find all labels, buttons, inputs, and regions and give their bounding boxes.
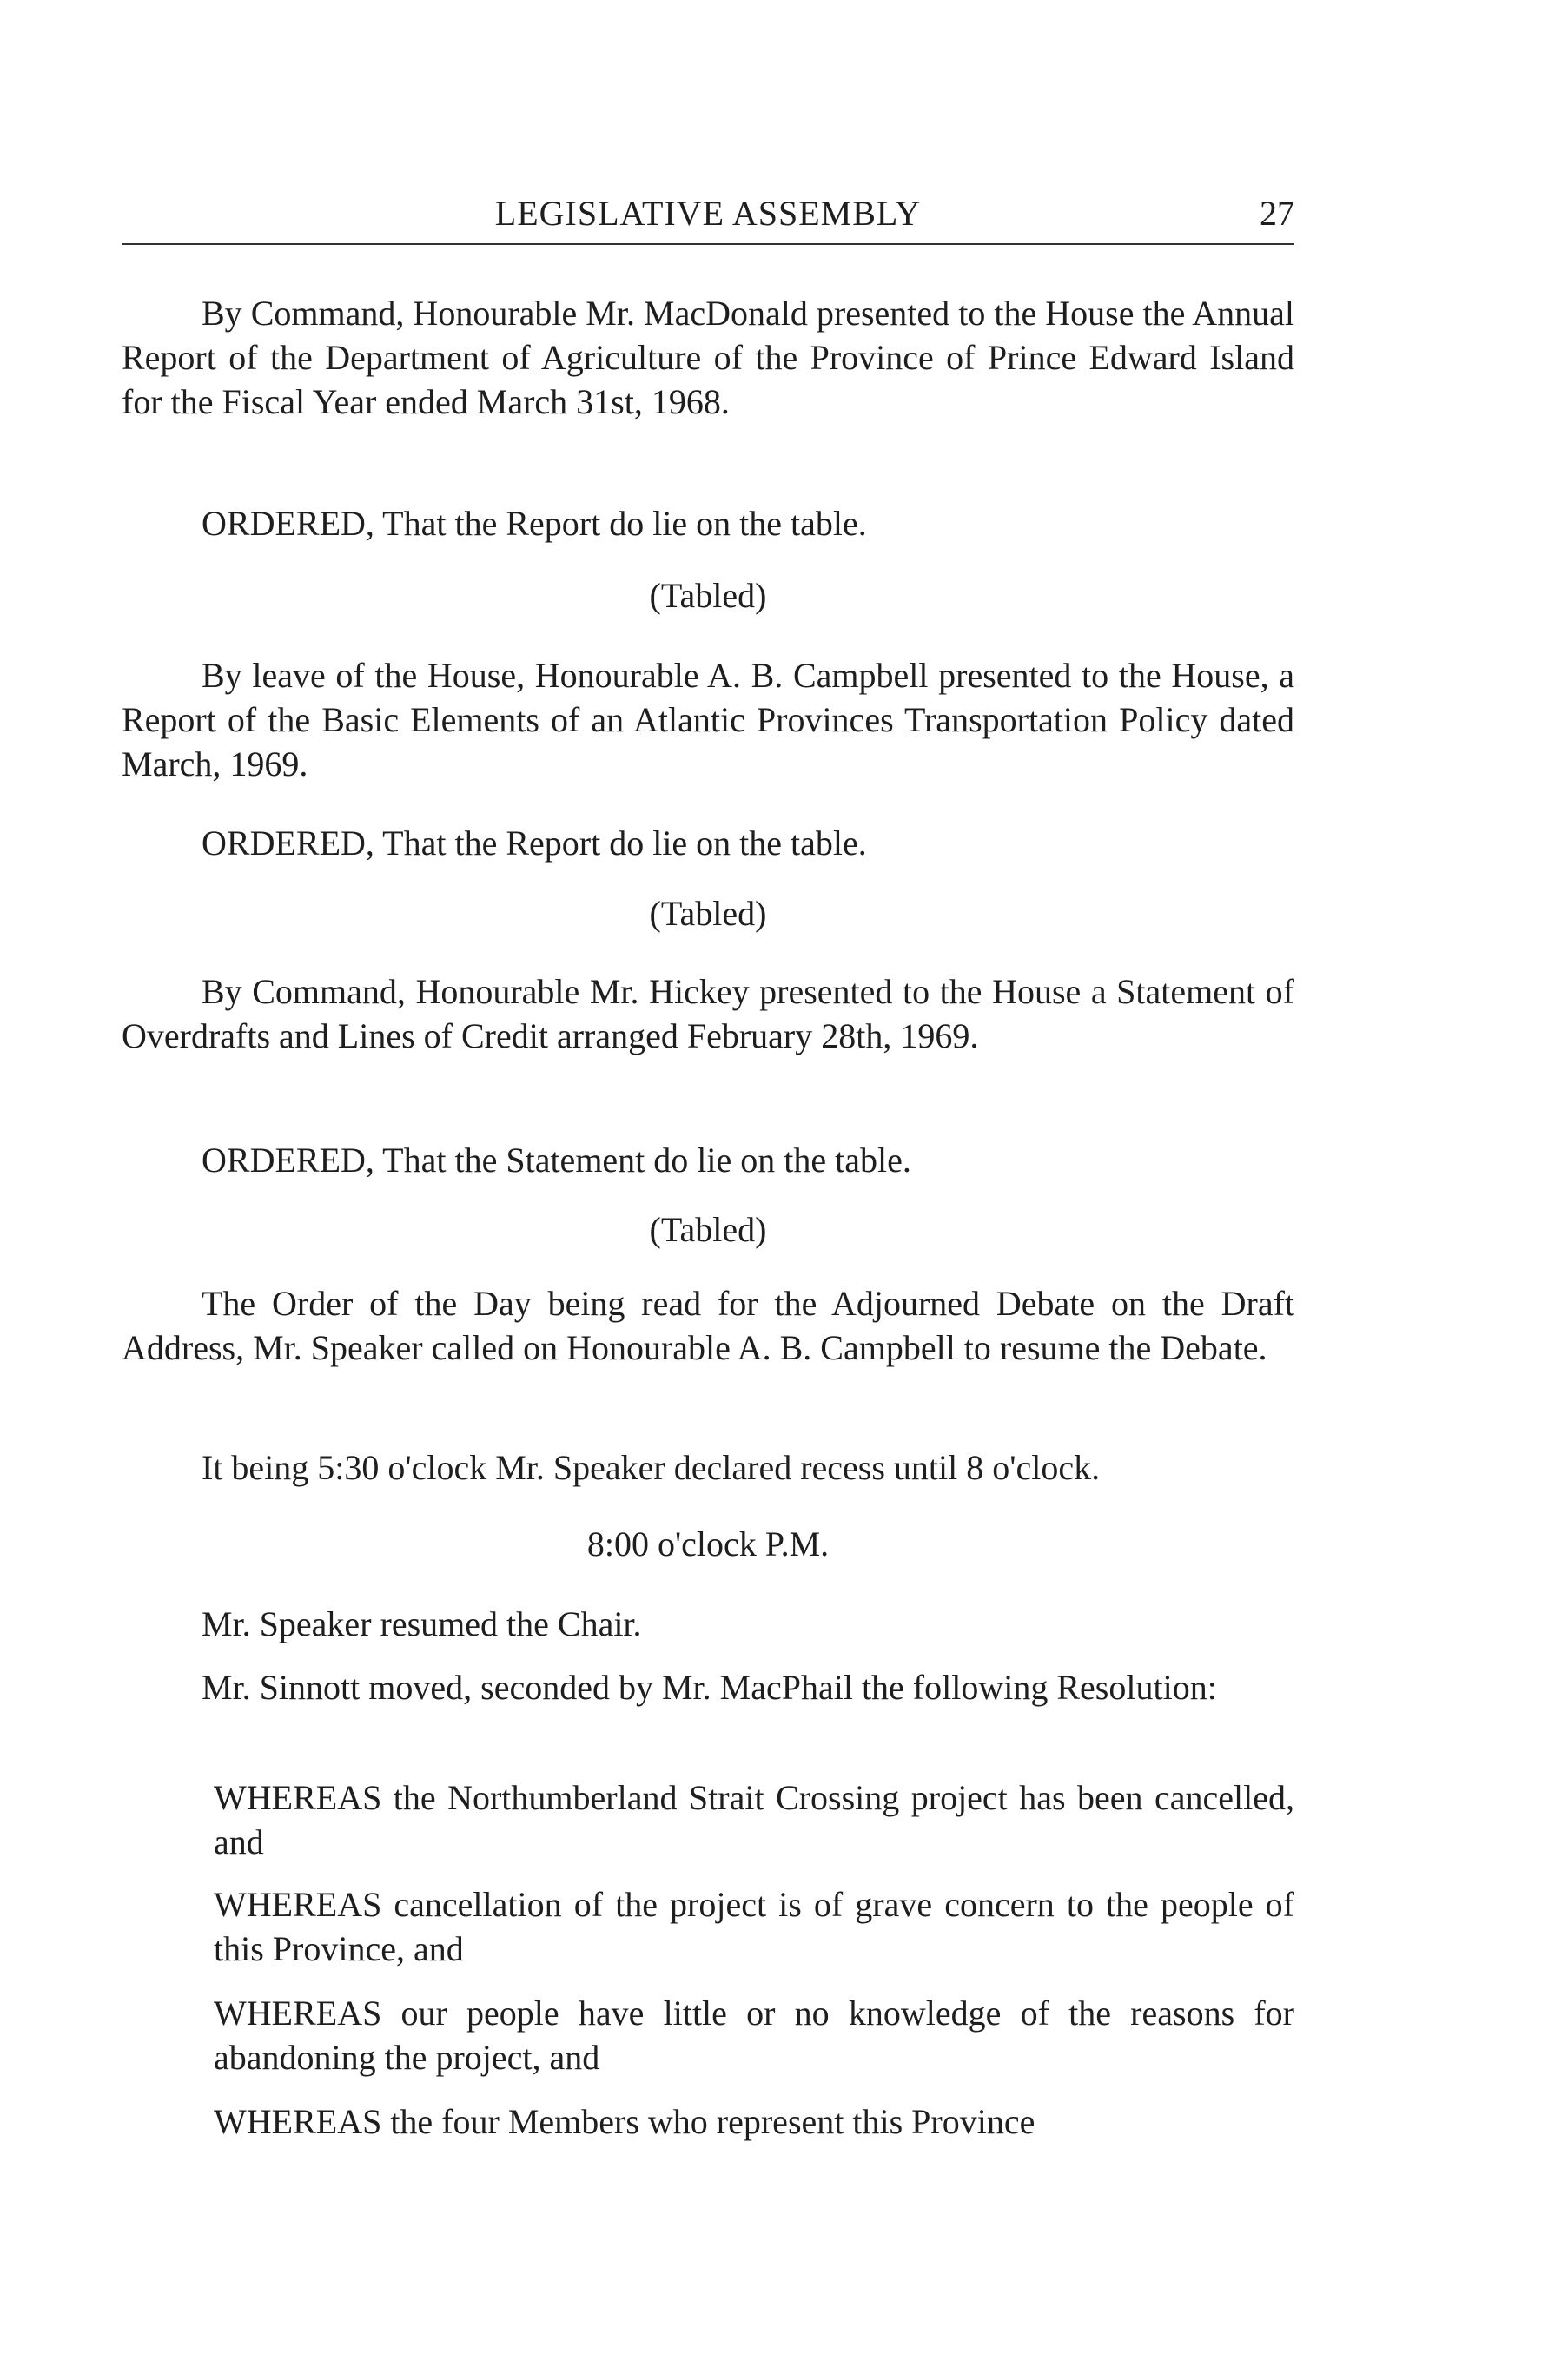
paragraph-order-of-day: The Order of the Day being read for the Adjourned Debate on the Draft Address, Mr. Speaker called on Honourable A. B. Campbell to resume the Debate. xyxy=(122,1284,1294,1367)
tabled-marker: (Tabled) xyxy=(649,576,767,615)
paragraph-agriculture-report: By Command, Honourable Mr. MacDonald presented to the House the Annual Report of the Department of Agriculture of the Province of Prince Edward Island for the Fiscal Year ended March 31st, 1968. xyxy=(122,294,1294,421)
page-header xyxy=(122,189,1294,245)
paragraph-speaker-resumed: Mr. Speaker resumed the Chair. xyxy=(202,1604,642,1643)
tabled-marker: (Tabled) xyxy=(649,1210,767,1249)
whereas-clause-2: WHEREAS cancellation of the project is of grave concern to the people of this Province, and xyxy=(214,1885,1294,1968)
whereas-clause-4: WHEREAS the four Members who represent this Province xyxy=(214,2102,1035,2141)
time-heading: 8:00 o'clock P.M. xyxy=(586,1524,830,1564)
paragraph-recess: It being 5:30 o'clock Mr. Speaker declared recess until 8 o'clock. xyxy=(202,1448,1101,1487)
tabled-marker: (Tabled) xyxy=(649,894,767,933)
ordered-line: ORDERED, That the Report do lie on the table. xyxy=(202,504,867,543)
whereas-clause-3: WHEREAS our people have little or no knowledge of the reasons for abandoning the project, and xyxy=(214,1993,1294,2077)
page-number: 27 xyxy=(1260,194,1294,233)
paragraph-overdrafts-statement: By Command, Honourable Mr. Hickey presented to the House a Statement of Overdrafts and Lines of Credit arranged February 28th, 1969. xyxy=(122,972,1294,1055)
paragraph-resolution-motion: Mr. Sinnott moved, seconded by Mr. MacPhail the following Resolution: xyxy=(202,1668,1217,1707)
whereas-clause-1: WHEREAS the Northumberland Strait Crossing project has been cancelled, and xyxy=(214,1778,1294,1861)
paragraph-transportation-report: By leave of the House, Honourable A. B. Campbell presented to the House, a Report of the Basic Elements of an Atlantic Provinces Transportation Policy dated March, 1969. xyxy=(122,656,1294,783)
ordered-line: ORDERED, That the Statement do lie on the table. xyxy=(202,1141,911,1180)
ordered-line: ORDERED, That the Report do lie on the table. xyxy=(202,823,867,863)
running-head: LEGISLATIVE ASSEMBLY xyxy=(494,194,922,233)
